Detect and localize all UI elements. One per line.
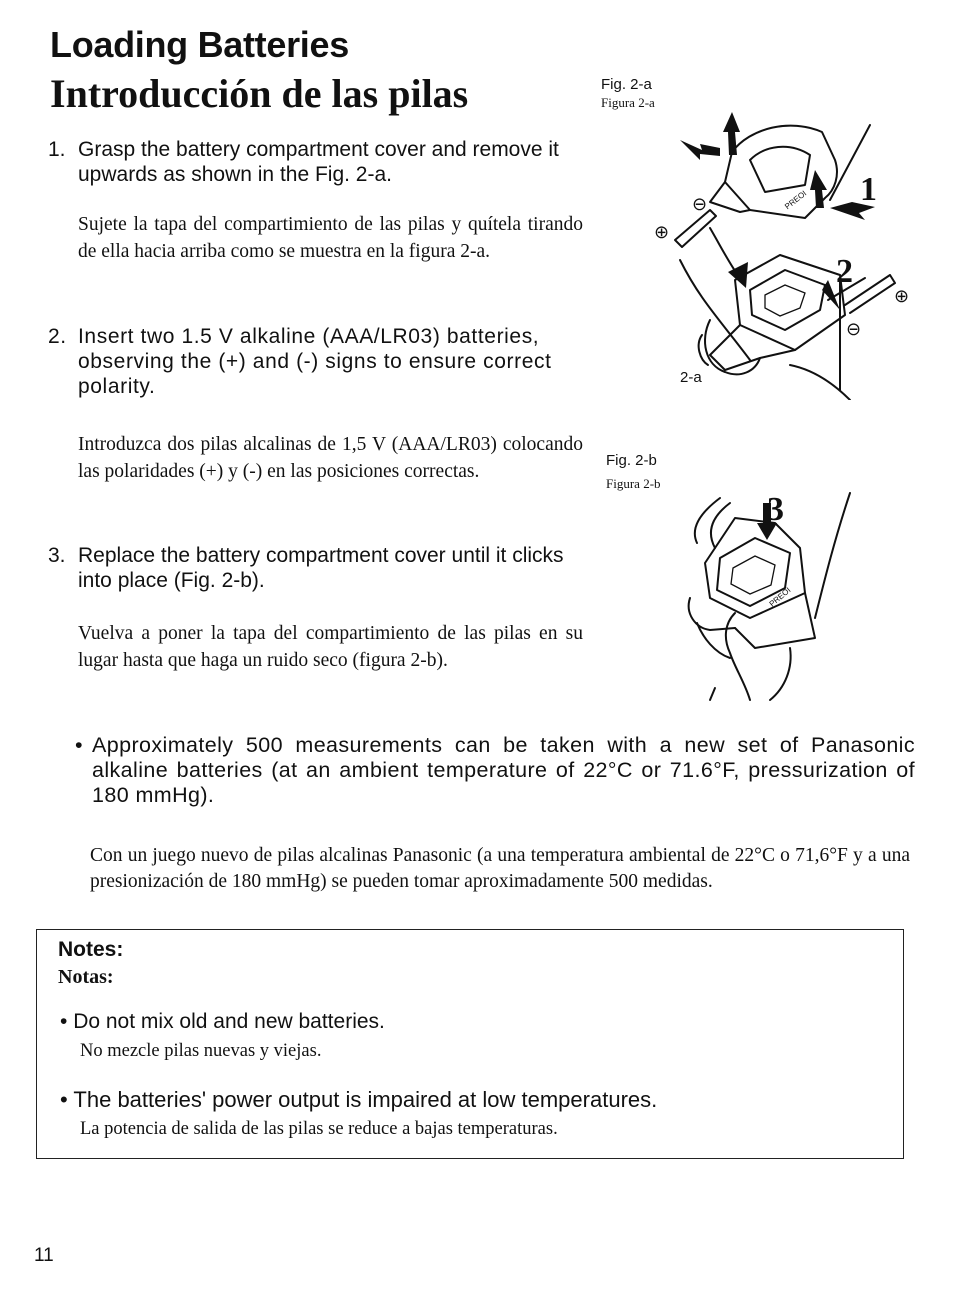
note-item-2: [60, 1087, 657, 1113]
step-mark-2: 2: [836, 253, 853, 290]
note-text: Do not mix old and new batteries.: [73, 1010, 385, 1033]
fig-2a-label-spanish: Figura 2-a: [601, 95, 655, 110]
minus-icon: ⊖: [692, 194, 708, 215]
step-mark-1: 1: [860, 171, 877, 208]
notes-title-spanish: Notas:: [58, 966, 114, 988]
step-number: 2.: [48, 325, 67, 348]
inner-figure-label: 2-a: [680, 369, 702, 386]
bullet-icon: •: [75, 733, 83, 757]
step-number: 1.: [48, 138, 66, 161]
fig-2b-label-spanish: Figura 2-b: [606, 476, 661, 491]
note-item-1: [60, 1010, 385, 1034]
step-2: [48, 324, 588, 399]
note-item-1-spanish: No mezcle pilas nuevas y viejas.: [80, 1041, 322, 1061]
fig-2a-label: Fig. 2-a: [601, 76, 652, 93]
bullet-text: Approximately 500 measurements can be taken with a new set of Panasonic alkaline batteries (at an ambient temperature of 22°C or 71.6°F, pressurization of 180 mmHg).: [92, 733, 915, 807]
page-number: 11: [34, 1245, 54, 1266]
bullet-icon: •: [60, 1087, 68, 1112]
plus-icon: ⊕: [654, 222, 670, 243]
capacity-bullet: [75, 733, 915, 808]
step-text: Grasp the battery compartment cover and remove it upwards as shown in the Fig. 2-a.: [78, 138, 559, 186]
note-text: The batteries' power output is impaired at low temperatures.: [73, 1087, 658, 1112]
fig-2b-label: Fig. 2-b: [606, 452, 657, 469]
note-item-2-spanish: La potencia de salida de las pilas se reduce a bajas temperaturas.: [80, 1119, 558, 1139]
brand-mark: PREOI: [783, 188, 809, 212]
figure-2a-illustration: [640, 110, 930, 400]
step-2-spanish: Introduzca dos pilas alcalinas de 1,5 V (AAA/LR03) colocando las polaridades (+) y (-) en las posiciones correctas.: [78, 434, 583, 482]
step-3: [48, 543, 588, 593]
step-1: [48, 137, 588, 187]
step-text: Replace the battery compartment cover until it clicks into place (Fig. 2-b).: [78, 544, 564, 592]
figure-2b-illustration: [675, 488, 865, 703]
step-mark-3: 3: [767, 491, 784, 528]
step-number: 3.: [48, 544, 66, 567]
bullet-icon: •: [60, 1010, 68, 1033]
page-title-spanish: Introducción de las pilas: [50, 71, 469, 116]
step-1-spanish: Sujete la tapa del compartimiento de las pilas y quítela tirando de ella hacia arriba como se muestra en la figura 2-a.: [78, 214, 583, 262]
plus-icon: ⊕: [894, 286, 910, 307]
step-3-spanish: Vuelva a poner la tapa del compartimiento de las pilas en su lugar hasta que haga un ruido seco (figura 2-b).: [78, 623, 583, 671]
minus-icon: ⊖: [846, 319, 862, 340]
capacity-bullet-spanish: Con un juego nuevo de pilas alcalinas Panasonic (a una temperatura ambiental de 22°C o 71,6°F y a una presionización de 180 mmHg) se pueden tomar aproximadamente 500 medidas.: [90, 845, 910, 892]
notes-title: Notes:: [58, 938, 124, 961]
brand-mark: PREOI: [767, 585, 793, 609]
page-title: Loading Batteries: [50, 24, 349, 65]
step-text: Insert two 1.5 V alkaline (AAA/LR03) batteries, observing the (+) and (-) signs to ensure correct polarity.: [78, 325, 552, 398]
